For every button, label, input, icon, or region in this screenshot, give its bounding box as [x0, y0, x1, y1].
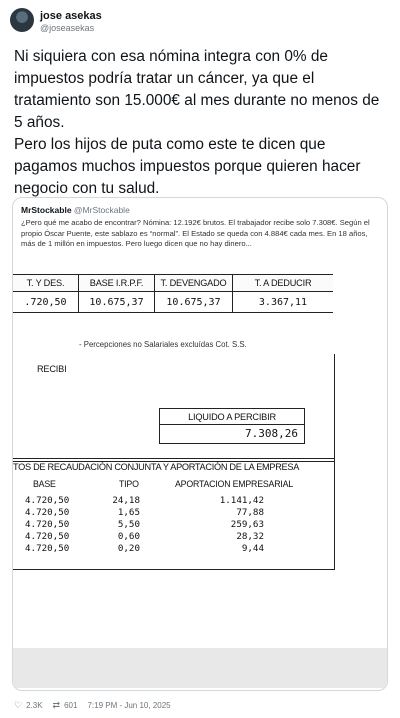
recibi-box: [13, 354, 335, 462]
table-cell: .720,50: [13, 292, 79, 312]
table-header: TIPO: [119, 479, 139, 489]
quote-text: ¿Pero qué me acabo de encontrar? Nómina: 12.192€ brutos. El trabajador recibe solo 7.308€. Según el propio Óscar Puente, este sablazo es “normal”. El Estado se queda con 4.884€ cada mes. En 18 años, más de 1 millón en impuestos. Pero luego dicen que no hay dinero...: [21, 218, 370, 248]
table-cell: 259,63: [230, 519, 264, 530]
table-cell: 1,65: [117, 507, 140, 518]
payslip-image: [13, 268, 387, 652]
quoted-tweet[interactable]: [12, 197, 388, 691]
table-cell: 0,60: [117, 531, 140, 542]
retweet-icon[interactable]: ⇄: [52, 700, 61, 710]
table-header: APORTACION EMPRESARIAL: [175, 479, 293, 489]
table-cell: 10.675,37: [155, 292, 233, 312]
heart-icon[interactable]: ♡: [14, 700, 23, 710]
retweet-count[interactable]: 601: [64, 701, 78, 710]
tweet-footer: [14, 700, 171, 711]
contributions-title: TOS DE RECAUDACIÓN CONJUNTA Y APORTACIÓN DE LA EMPRESA: [13, 462, 300, 472]
table-cell: 4.720,50: [25, 531, 70, 542]
user-name[interactable]: jose asekas: [40, 10, 102, 22]
tweet-paragraph: Ni siquiera con esa nómina integra con 0% de impuestos podría tratar un cáncer, ya que el tratamiento son 15.000€ al mes durante no menos de 5 años.: [14, 48, 380, 131]
table-row: [13, 543, 334, 555]
percepciones-note: - Percepciones no Salariales excluídas Cot. S.S.: [79, 340, 247, 349]
table-header: BASE: [33, 479, 56, 489]
like-count[interactable]: 2.3K: [26, 701, 43, 710]
table-cell: 9,44: [241, 543, 264, 554]
liquido-label: LIQUIDO A PERCIBIR: [160, 409, 304, 425]
table-cell: 77,88: [236, 507, 264, 518]
table-cell: 28,32: [236, 531, 264, 542]
table-cell: 1.141,42: [219, 495, 264, 506]
timestamp[interactable]: 7:19 PM - Jun 10, 2025: [87, 701, 171, 710]
quote-user-handle: @MrStockable: [73, 205, 130, 215]
table-cell: 4.720,50: [25, 507, 70, 518]
table-header: T. A DEDUCIR: [233, 275, 333, 292]
table-cell: 10.675,37: [79, 292, 155, 312]
table-row: [13, 531, 334, 543]
table-header: T. DEVENGADO: [155, 275, 233, 292]
table-row: [13, 507, 334, 519]
table-cell: 4.720,50: [25, 519, 70, 530]
recibi-label: RECIBI: [37, 364, 67, 374]
tweet-paragraph: Pero los hijos de puta como este te dicen que pagamos muchos impuestos porque quieren hacer negocio con tu salud.: [14, 136, 361, 197]
table-cell: 0,20: [117, 543, 140, 554]
table-header: T. Y DES.: [13, 275, 79, 292]
payslip-totals-table: [13, 274, 333, 313]
liquido-value: 7.308,26: [245, 427, 298, 440]
quote-header: [21, 205, 130, 215]
quote-user-name: MrStockable: [21, 205, 72, 215]
liquido-box: [159, 408, 305, 444]
contributions-table: [13, 458, 335, 570]
image-bottom-area: [13, 648, 387, 688]
table-cell: 5,50: [117, 519, 140, 530]
table-row: [13, 519, 334, 531]
tweet-text: [14, 46, 390, 200]
table-row: [13, 495, 334, 507]
table-header: BASE I.R.P.F.: [79, 275, 155, 292]
table-cell: 3.367,11: [258, 296, 308, 308]
table-cell: 24,18: [112, 495, 140, 506]
table-cell: 4.720,50: [25, 543, 70, 554]
user-handle[interactable]: @joseasekas: [40, 23, 95, 33]
avatar[interactable]: [10, 8, 34, 32]
table-cell: 4.720,50: [25, 495, 70, 506]
